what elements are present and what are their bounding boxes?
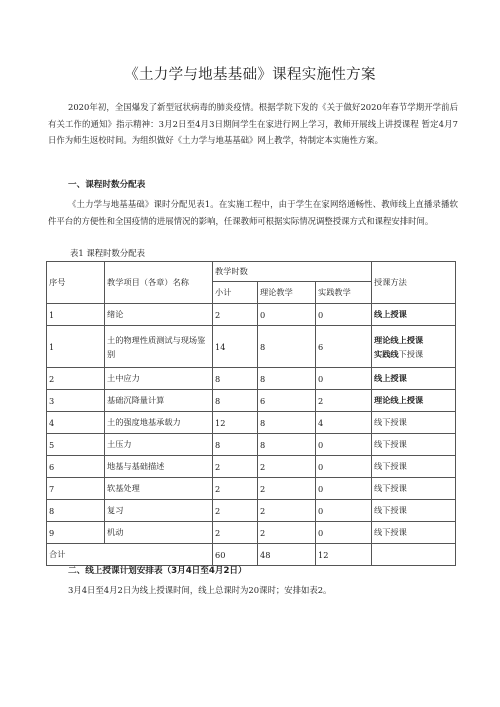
cell-method: 线下授课 <box>372 456 456 478</box>
table-row <box>47 304 456 326</box>
cell-practice: 6 <box>316 326 372 368</box>
cell-item: 土中应力 <box>105 368 213 390</box>
cell-method: 线下授课 <box>372 412 456 434</box>
cell-theory: 8 <box>258 326 316 368</box>
cell-no: 4 <box>47 412 105 434</box>
cell-theory: 2 <box>258 456 316 478</box>
cell-practice: 0 <box>316 478 372 500</box>
header-theory: 理论教学 <box>258 282 316 304</box>
table-row <box>47 434 456 456</box>
cell-item: 土压力 <box>105 434 213 456</box>
method-line-a: 理论线上授课 <box>374 334 424 345</box>
cell-no: 8 <box>47 500 105 522</box>
table-row <box>47 412 456 434</box>
header-subtotal: 小计 <box>213 282 258 304</box>
cell-item: 地基与基础描述 <box>105 456 213 478</box>
cell-practice: 0 <box>316 456 372 478</box>
cell-practice: 0 <box>316 304 372 326</box>
cell-practice: 0 <box>316 500 372 522</box>
table-row <box>47 522 456 544</box>
cell-method: 线下授课 <box>372 522 456 544</box>
cell-subtotal: 14 <box>213 326 258 368</box>
cell-item: 基础沉降量计算 <box>105 390 213 412</box>
cell-subtotal: 12 <box>213 412 258 434</box>
cell-no: 7 <box>47 478 105 500</box>
header-no: 序号 <box>47 262 105 304</box>
total-subtotal: 60 <box>213 544 258 566</box>
cell-practice: 0 <box>316 368 372 390</box>
cell-method: 线下授课 <box>372 478 456 500</box>
intro-paragraph: 2020年初，全国爆发了新型冠状病毒的肺炎疫情。根据学院下发的《关于做好2020年春节学期开学前后有关工作的通知》指示精神：3月2日至4月3日期间学生在家进行网上学习，教师开展线上讲授课程 暂定4月7日作为师生返校时间。为组织做好《土力学与地基基础》网上教学，特制定本实施性方案。 <box>48 102 458 146</box>
cell-method: 线下授课 <box>372 500 456 522</box>
cell-method <box>372 326 456 368</box>
cell-theory: 6 <box>258 390 316 412</box>
cell-theory: 8 <box>258 434 316 456</box>
cell-method: 理论线上授课 <box>372 390 456 412</box>
hours-table <box>46 261 456 566</box>
table-caption: 表1 课程时数分配表 <box>70 248 145 258</box>
method-line-b-bold: 实践线 <box>374 348 399 359</box>
cell-item: 土的强度地基承载力 <box>105 412 213 434</box>
table-row <box>47 478 456 500</box>
cell-no: 2 <box>47 368 105 390</box>
cell-theory: 2 <box>258 478 316 500</box>
section2-heading: 二、线上授课计划安排表（3月4日至4月2日） <box>68 566 247 576</box>
cell-item: 复习 <box>105 500 213 522</box>
cell-subtotal: 2 <box>213 304 258 326</box>
cell-no: 6 <box>47 456 105 478</box>
cell-theory: 8 <box>258 368 316 390</box>
header-item: 教学项目（各章）名称 <box>105 262 213 304</box>
cell-no: 1 <box>47 304 105 326</box>
cell-no: 3 <box>47 390 105 412</box>
cell-subtotal: 8 <box>213 390 258 412</box>
header-hours: 教学时数 <box>213 262 372 282</box>
cell-item: 绪论 <box>105 304 213 326</box>
cell-practice: 4 <box>316 412 372 434</box>
cell-method: 线上授课 <box>372 304 456 326</box>
method-line-b <box>374 347 455 361</box>
table-row <box>47 390 456 412</box>
cell-theory: 0 <box>258 304 316 326</box>
cell-item: 机动 <box>105 522 213 544</box>
cell-subtotal: 2 <box>213 500 258 522</box>
table-total-row <box>47 544 456 566</box>
total-theory: 48 <box>258 544 316 566</box>
cell-method: 线下授课 <box>372 434 456 456</box>
cell-subtotal: 2 <box>213 522 258 544</box>
cell-item: 土的物理性质测试与现场鉴别 <box>105 326 213 368</box>
header-method: 授课方法 <box>372 262 456 304</box>
cell-theory: 8 <box>258 412 316 434</box>
document-title: 《土力学与地基基础》课程实施性方案 <box>124 67 376 83</box>
total-label: 合计 <box>47 544 213 566</box>
cell-theory: 2 <box>258 522 316 544</box>
cell-item: 软基处理 <box>105 478 213 500</box>
cell-subtotal: 8 <box>213 368 258 390</box>
cell-subtotal: 2 <box>213 456 258 478</box>
method-line-b-rest: 下授课 <box>398 348 424 359</box>
table-row <box>47 456 456 478</box>
cell-subtotal: 8 <box>213 434 258 456</box>
total-method <box>372 544 456 566</box>
section1-heading: 一、课程时数分配表 <box>68 180 146 190</box>
cell-practice: 0 <box>316 434 372 456</box>
cell-theory: 2 <box>258 500 316 522</box>
table-row <box>47 326 456 368</box>
cell-practice: 0 <box>316 522 372 544</box>
table-row <box>47 500 456 522</box>
cell-subtotal: 2 <box>213 478 258 500</box>
cell-no: 1 <box>47 326 105 368</box>
section1-paragraph: 《土力学与地基基础》课时分配见表1。在实施工程中，由于学生在家网络通畅性、教师线上直播录播软件平台的方便性和全国疫情的进展情况的影响，任课教师可根据实际情况调整授课方式和课程安排时间。 <box>48 199 458 226</box>
cell-no: 9 <box>47 522 105 544</box>
cell-method: 线上授课 <box>372 368 456 390</box>
section2-paragraph: 3月4日至4月2日为线上授课时间，线上总课时为20课时；安排如表2。 <box>68 585 332 595</box>
total-practice: 12 <box>316 544 372 566</box>
cell-no: 5 <box>47 434 105 456</box>
cell-practice: 2 <box>316 390 372 412</box>
header-practice: 实践教学 <box>316 282 372 304</box>
table-row <box>47 368 456 390</box>
table-header-row <box>47 262 456 282</box>
